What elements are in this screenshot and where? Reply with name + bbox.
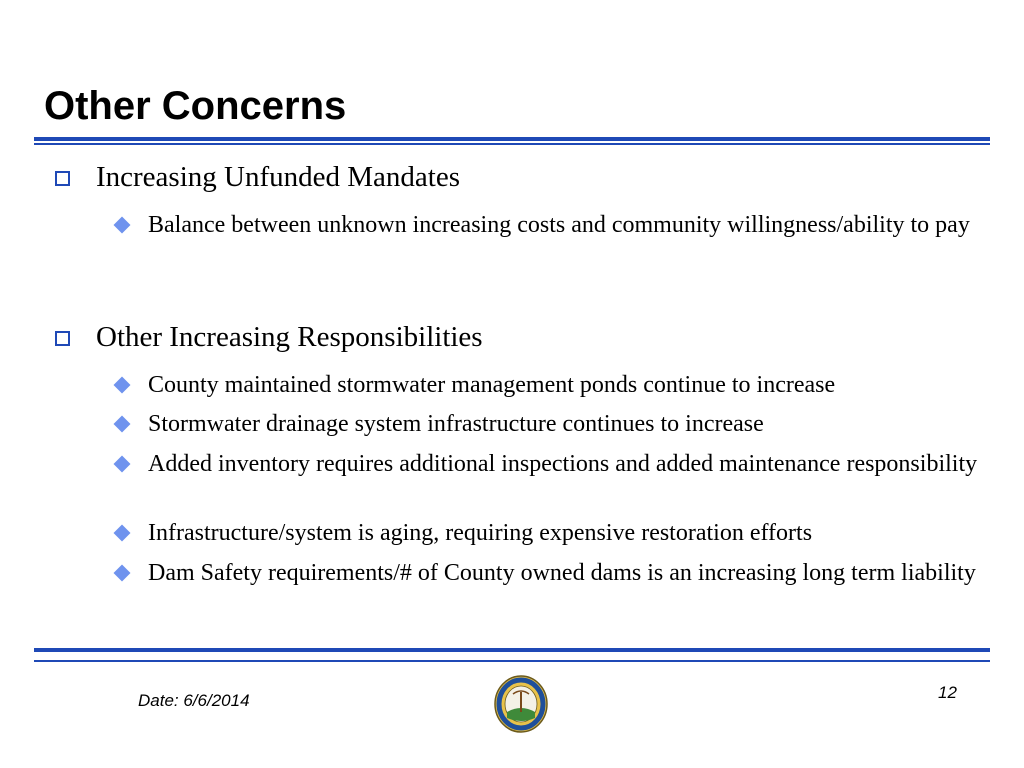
- diamond-bullet-icon: [114, 377, 131, 394]
- diamond-bullet-icon: [114, 217, 131, 234]
- sub-bullet-item: County maintained stormwater management ponds continue to increase: [148, 372, 836, 398]
- bullet-heading-unfunded-mandates: Increasing Unfunded Mandates: [96, 161, 460, 193]
- county-seal-icon: [493, 674, 549, 734]
- sub-bullet-item: Dam Safety requirements/# of County owned dams is an increasing long term liability: [148, 560, 976, 586]
- square-bullet-icon: [55, 171, 70, 186]
- diamond-bullet-icon: [114, 456, 131, 473]
- sub-bullet-item: Balance between unknown increasing costs and community willingness/ability to pay: [148, 212, 970, 238]
- sub-bullet-item: Infrastructure/system is aging, requiring expensive restoration efforts: [148, 520, 813, 546]
- sub-bullet-item: Added inventory requires additional inspections and added maintenance responsibility: [148, 451, 978, 477]
- diamond-bullet-icon: [114, 525, 131, 542]
- footer-rule-top: [34, 648, 990, 652]
- title-rule-bottom: [34, 143, 990, 145]
- slide-title: Other Concerns: [44, 84, 347, 128]
- title-rule-top: [34, 137, 990, 141]
- page-number: 12: [938, 683, 957, 702]
- footer-rule-bottom: [34, 660, 990, 662]
- diamond-bullet-icon: [114, 565, 131, 582]
- footer-date: Date: 6/6/2014: [138, 691, 250, 710]
- sub-bullet-item: Stormwater drainage system infrastructure continues to increase: [148, 411, 764, 437]
- square-bullet-icon: [55, 331, 70, 346]
- diamond-bullet-icon: [114, 416, 131, 433]
- bullet-heading-other-responsibilities: Other Increasing Responsibilities: [96, 321, 483, 353]
